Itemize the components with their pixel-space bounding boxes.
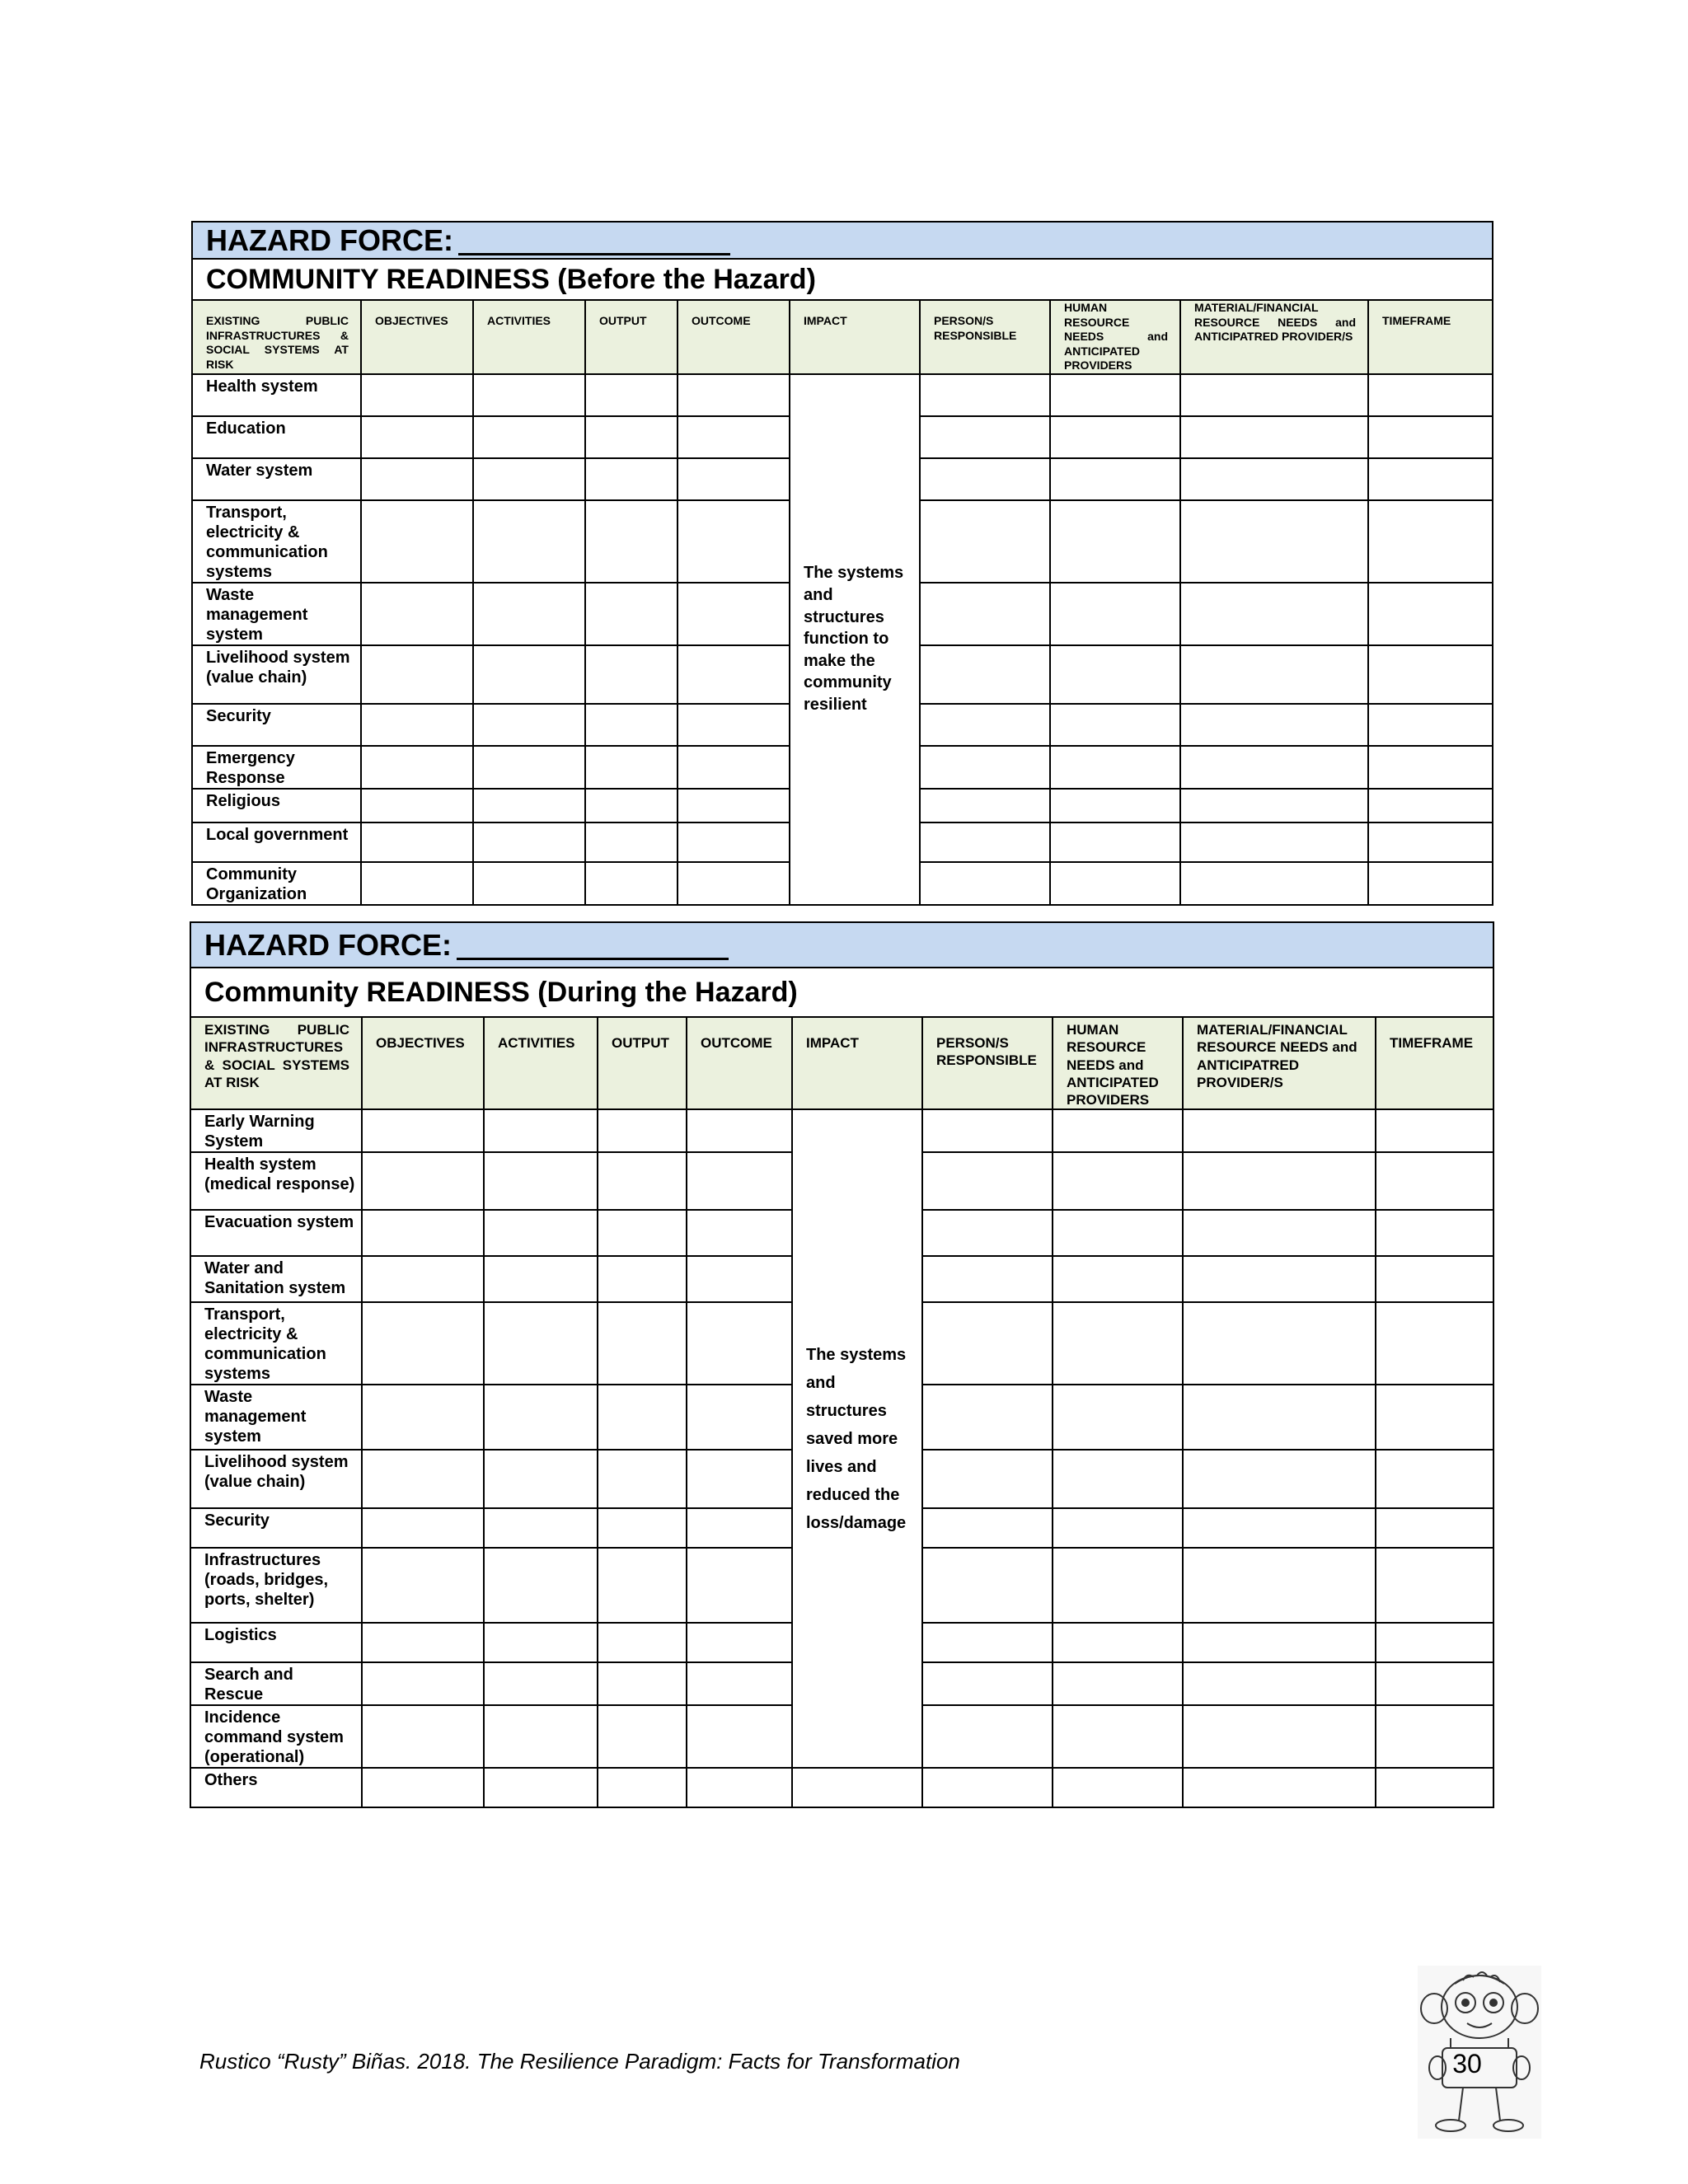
row-label: Emergency Response [192,746,361,789]
cell-human[interactable] [1053,1152,1183,1210]
cell-material[interactable] [1183,1210,1376,1256]
cell-person[interactable] [920,704,1050,746]
cell-material[interactable] [1180,645,1368,704]
cell-outcome[interactable] [687,1508,792,1548]
cell-person[interactable] [922,1256,1053,1302]
cell-human[interactable] [1050,704,1180,746]
cell-activities[interactable] [484,1385,598,1450]
cell-timeframe[interactable] [1376,1548,1493,1623]
cell-objectives[interactable] [361,704,473,746]
header-output: OUTPUT [585,300,678,374]
cell-human[interactable] [1050,374,1180,416]
row-label: Waste management system [192,583,361,645]
cell-objectives[interactable] [361,458,473,500]
cell-timeframe[interactable] [1368,862,1493,905]
header-existing: EXISTING PUBLIC INFRASTRUCTURES & SOCIAL SYSTEMS AT RISK [192,300,361,374]
cell-person[interactable] [922,1548,1053,1623]
cell-person[interactable] [920,416,1050,458]
cell-human[interactable] [1053,1662,1183,1705]
cell-person[interactable] [920,374,1050,416]
cell-outcome[interactable] [687,1109,792,1152]
cell-activities[interactable] [484,1152,598,1210]
cell-output[interactable] [585,374,678,416]
cell-material[interactable] [1183,1623,1376,1662]
cell-objectives[interactable] [361,645,473,704]
cell-activities[interactable] [484,1302,598,1385]
cell-person[interactable] [922,1450,1053,1508]
row-label: Incidence command system (operational) [190,1705,362,1768]
cell-human[interactable] [1053,1705,1183,1768]
cell-timeframe[interactable] [1376,1705,1493,1768]
cell-activities[interactable] [473,862,585,905]
cell-material[interactable] [1183,1152,1376,1210]
cell-outcome[interactable] [687,1302,792,1385]
cell-activities[interactable] [484,1109,598,1152]
cell-objectives[interactable] [362,1768,484,1807]
cell-person[interactable] [922,1302,1053,1385]
cell-activities[interactable] [484,1768,598,1807]
cell-person[interactable] [920,458,1050,500]
cell-person[interactable] [920,862,1050,905]
header-objectives: OBJECTIVES [361,300,473,374]
cell-person[interactable] [920,500,1050,583]
cell-human[interactable] [1050,500,1180,583]
cell-output[interactable] [585,500,678,583]
cell-objectives[interactable] [362,1548,484,1623]
cell-material[interactable] [1183,1548,1376,1623]
cell-activities[interactable] [484,1705,598,1768]
cell-timeframe[interactable] [1376,1152,1493,1210]
cell-timeframe[interactable] [1368,746,1493,789]
cell-output[interactable] [598,1302,687,1385]
cell-human[interactable] [1050,645,1180,704]
cell-objectives[interactable] [361,500,473,583]
cell-material[interactable] [1180,789,1368,823]
cell-output[interactable] [585,862,678,905]
header-impact: IMPACT [792,1017,922,1109]
cell-output[interactable] [598,1623,687,1662]
page-number: 30 [1452,2049,1482,2079]
cell-outcome[interactable] [678,500,790,583]
row-label: Education [192,416,361,458]
cell-output[interactable] [585,583,678,645]
header-objectives: OBJECTIVES [362,1017,484,1109]
cell-human[interactable] [1053,1623,1183,1662]
cell-human[interactable] [1053,1302,1183,1385]
cell-output[interactable] [598,1705,687,1768]
cell-objectives[interactable] [361,823,473,862]
cell-person[interactable] [922,1210,1053,1256]
header-existing: EXISTING PUBLIC INFRASTRUCTURES & SOCIAL SYSTEMS AT RISK [190,1017,362,1109]
hazard-force-label: HAZARD FORCE: [206,223,453,257]
cell-outcome[interactable] [687,1768,792,1807]
cell-timeframe[interactable] [1376,1768,1493,1807]
impact-cell: The systems and structures function to make the community resilient [790,374,920,905]
row-label: Health system [192,374,361,416]
cell-output[interactable] [598,1109,687,1152]
header-outcome: OUTCOME [687,1017,792,1109]
cell-output[interactable] [598,1385,687,1450]
cell-objectives[interactable] [362,1109,484,1152]
cell-human[interactable] [1053,1256,1183,1302]
cell-person[interactable] [920,645,1050,704]
cell-human[interactable] [1050,583,1180,645]
header-person-responsible: PERSON/S RESPONSIBLE [922,1017,1053,1109]
cell-material[interactable] [1180,583,1368,645]
row-label: Logistics [190,1623,362,1662]
cell-activities[interactable] [484,1508,598,1548]
header-timeframe: TIMEFRAME [1376,1017,1493,1109]
cell-outcome[interactable] [678,458,790,500]
cell-person[interactable] [922,1508,1053,1548]
readiness-before-table [191,221,1493,906]
cell-output[interactable] [598,1450,687,1508]
cell-activities[interactable] [473,458,585,500]
cell-impact[interactable] [792,1768,922,1807]
row-label: Early Warning System [190,1109,362,1152]
header-outcome: OUTCOME [678,300,790,374]
cell-outcome[interactable] [687,1623,792,1662]
row-label: Community Organization [192,862,361,905]
cell-output[interactable] [585,645,678,704]
cell-material[interactable] [1180,500,1368,583]
cell-material[interactable] [1180,704,1368,746]
cell-objectives[interactable] [361,416,473,458]
cell-person[interactable] [920,823,1050,862]
cell-timeframe[interactable] [1376,1109,1493,1152]
cell-human[interactable] [1053,1768,1183,1807]
cell-person[interactable] [920,789,1050,823]
cell-outcome[interactable] [678,704,790,746]
row-label: Others [190,1768,362,1807]
cell-output[interactable] [598,1508,687,1548]
cell-output[interactable] [598,1210,687,1256]
cell-material[interactable] [1183,1705,1376,1768]
cell-material[interactable] [1180,458,1368,500]
cell-human[interactable] [1050,823,1180,862]
cell-output[interactable] [598,1256,687,1302]
cell-objectives[interactable] [362,1450,484,1508]
cell-outcome[interactable] [687,1450,792,1508]
cell-objectives[interactable] [361,862,473,905]
cell-timeframe[interactable] [1368,500,1493,583]
cell-activities[interactable] [473,500,585,583]
cell-person[interactable] [922,1152,1053,1210]
cell-outcome[interactable] [678,789,790,823]
cell-output[interactable] [585,823,678,862]
cell-person[interactable] [922,1662,1053,1705]
cell-human[interactable] [1053,1508,1183,1548]
row-label: Security [192,704,361,746]
cell-timeframe[interactable] [1376,1302,1493,1385]
cell-timeframe[interactable] [1376,1623,1493,1662]
cell-human[interactable] [1050,746,1180,789]
hazard-force-label: HAZARD FORCE: [204,927,452,962]
cell-outcome[interactable] [687,1385,792,1450]
row-label: Health system (medical response) [190,1152,362,1210]
cell-human[interactable] [1053,1450,1183,1508]
header-human-resource: HUMAN RESOURCE NEEDS and ANTICIPATED PROVIDERS [1053,1017,1183,1109]
cell-human[interactable] [1050,789,1180,823]
impact-cell: The systems and structures saved more lives and reduced the loss/damage [792,1109,922,1768]
cell-objectives[interactable] [362,1705,484,1768]
cell-timeframe[interactable] [1368,823,1493,862]
cell-objectives[interactable] [361,789,473,823]
cell-activities[interactable] [484,1623,598,1662]
cell-human[interactable] [1050,416,1180,458]
footer-citation: Rustico “Rusty” Biñas. 2018. The Resilience Paradigm: Facts for Transformation [199,2049,960,2074]
cell-material[interactable] [1180,746,1368,789]
cell-material[interactable] [1180,416,1368,458]
row-label: Search and Rescue [190,1662,362,1705]
cell-outcome[interactable] [687,1256,792,1302]
cell-activities[interactable] [473,789,585,823]
cell-outcome[interactable] [687,1662,792,1705]
cell-outcome[interactable] [678,374,790,416]
header-activities: ACTIVITIES [473,300,585,374]
cell-output[interactable] [585,789,678,823]
cell-outcome[interactable] [687,1548,792,1623]
cell-output[interactable] [585,416,678,458]
header-output: OUTPUT [598,1017,687,1109]
cell-timeframe[interactable] [1376,1662,1493,1705]
cell-person[interactable] [922,1109,1053,1152]
cell-timeframe[interactable] [1376,1508,1493,1548]
cell-material[interactable] [1183,1662,1376,1705]
cell-output[interactable] [585,704,678,746]
cell-outcome[interactable] [678,823,790,862]
cell-human[interactable] [1053,1548,1183,1623]
hazard-force-field[interactable] [192,222,1493,259]
cell-objectives[interactable] [362,1623,484,1662]
header-material-financial: MATERIAL/FINANCIAL RESOURCE NEEDS and ANTICIPATRED PROVIDER/S [1183,1017,1376,1109]
cell-timeframe[interactable] [1368,645,1493,704]
row-label: Evacuation system [190,1210,362,1256]
cell-timeframe[interactable] [1376,1450,1493,1508]
row-label: Infrastructures (roads, bridges, ports, shelter) [190,1548,362,1623]
table-title: COMMUNITY READINESS (Before the Hazard) [192,259,1493,300]
header-timeframe: TIMEFRAME [1368,300,1493,374]
cell-objectives[interactable] [362,1302,484,1385]
cell-timeframe[interactable] [1368,704,1493,746]
row-label: Water and Sanitation system [190,1256,362,1302]
cell-activities[interactable] [473,374,585,416]
cell-timeframe[interactable] [1376,1210,1493,1256]
cell-human[interactable] [1053,1210,1183,1256]
cell-timeframe[interactable] [1368,374,1493,416]
cell-output[interactable] [598,1548,687,1623]
cell-outcome[interactable] [687,1210,792,1256]
cell-material[interactable] [1180,862,1368,905]
cell-timeframe[interactable] [1368,583,1493,645]
cell-human[interactable] [1050,458,1180,500]
cell-material[interactable] [1183,1302,1376,1385]
cell-timeframe[interactable] [1376,1256,1493,1302]
cell-person[interactable] [922,1385,1053,1450]
cell-activities[interactable] [473,416,585,458]
cell-objectives[interactable] [361,374,473,416]
cell-outcome[interactable] [678,416,790,458]
header-activities: ACTIVITIES [484,1017,598,1109]
cell-objectives[interactable] [362,1210,484,1256]
cell-outcome[interactable] [678,746,790,789]
cell-activities[interactable] [484,1450,598,1508]
cell-output[interactable] [585,746,678,789]
cell-activities[interactable] [473,746,585,789]
header-human-resource: HUMAN RESOURCE NEEDS and ANTICIPATED PROVIDERS [1050,300,1180,374]
cell-activities[interactable] [484,1548,598,1623]
cell-person[interactable] [920,746,1050,789]
hazard-force-blank [458,233,730,255]
cell-material[interactable] [1183,1109,1376,1152]
cell-outcome[interactable] [687,1152,792,1210]
hazard-force-blank [457,938,729,960]
cell-timeframe[interactable] [1376,1385,1493,1450]
header-impact: IMPACT [790,300,920,374]
cell-activities[interactable] [473,583,585,645]
cell-objectives[interactable] [362,1385,484,1450]
cell-output[interactable] [598,1768,687,1807]
row-label: Religious [192,789,361,823]
cell-outcome[interactable] [687,1705,792,1768]
cell-person[interactable] [922,1705,1053,1768]
cell-outcome[interactable] [678,583,790,645]
row-label: Transport, electricity & communication systems [192,500,361,583]
row-label: Livelihood system (value chain) [192,645,361,704]
cell-objectives[interactable] [362,1152,484,1210]
cell-activities[interactable] [484,1256,598,1302]
row-label: Waste management system [190,1385,362,1450]
row-label: Livelihood system (value chain) [190,1450,362,1508]
cell-activities[interactable] [473,704,585,746]
cell-objectives[interactable] [362,1662,484,1705]
cell-objectives[interactable] [361,583,473,645]
row-label: Local government [192,823,361,862]
cell-material[interactable] [1180,823,1368,862]
cell-activities[interactable] [473,823,585,862]
cell-objectives[interactable] [362,1256,484,1302]
row-label: Security [190,1508,362,1548]
cell-activities[interactable] [484,1662,598,1705]
header-material-financial: MATERIAL/FINANCIAL RESOURCE NEEDS and ANTICIPATRED PROVIDER/S [1180,300,1368,374]
cell-material[interactable] [1183,1508,1376,1548]
cell-human[interactable] [1053,1385,1183,1450]
cell-material[interactable] [1180,374,1368,416]
cell-material[interactable] [1183,1450,1376,1508]
cell-outcome[interactable] [678,645,790,704]
cell-material[interactable] [1183,1256,1376,1302]
row-label: Water system [192,458,361,500]
cell-material[interactable] [1183,1385,1376,1450]
header-person-responsible: PERSON/S RESPONSIBLE [920,300,1050,374]
cell-human[interactable] [1053,1109,1183,1152]
table-title: Community READINESS (During the Hazard) [190,968,1493,1017]
cell-person[interactable] [922,1623,1053,1662]
cell-output[interactable] [598,1152,687,1210]
cell-material[interactable] [1183,1768,1376,1807]
row-label: Transport, electricity & communication systems [190,1302,362,1385]
hazard-force-field[interactable] [190,922,1493,968]
cell-timeframe[interactable] [1368,458,1493,500]
cell-objectives[interactable] [362,1508,484,1548]
cell-human[interactable] [1050,862,1180,905]
cell-person[interactable] [920,583,1050,645]
cell-person[interactable] [922,1768,1053,1807]
cell-activities[interactable] [484,1210,598,1256]
cell-timeframe[interactable] [1368,416,1493,458]
cell-timeframe[interactable] [1368,789,1493,823]
cell-output[interactable] [585,458,678,500]
cell-output[interactable] [598,1662,687,1705]
cell-activities[interactable] [473,645,585,704]
cell-outcome[interactable] [678,862,790,905]
cell-objectives[interactable] [361,746,473,789]
readiness-during-table [190,921,1494,1808]
